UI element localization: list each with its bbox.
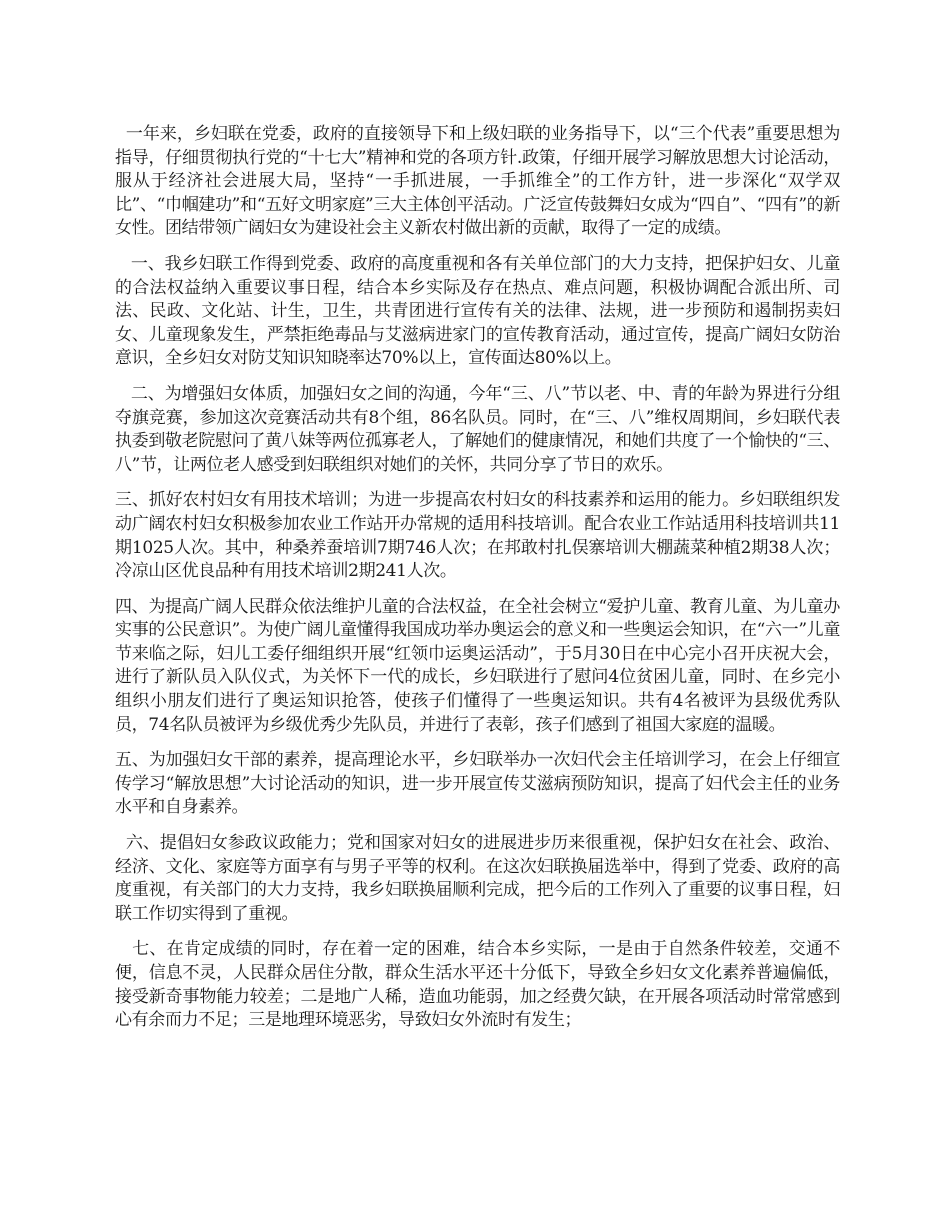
paragraph-section-3: 三、抓好农村妇女有用技术培训；为进一步提高农村妇女的科技素养和运用的能力。乡妇联组织发动广阔农村妇女积极参加农业工作站开办常规的适用科技培训。配合农业工作站适用科技培训共11期1025人次。其中，种桑养蚕培训7期746人次；在邦敢村扎俣寨培训大棚蔬菜种植2期38人次；冷凉山区优良品种有用技术培训2期241人次。 <box>115 490 840 582</box>
paragraph-section-1: 一、我乡妇联工作得到党委、政府的高度重视和各有关单位部门的大力支持，把保护妇女、儿童的合法权益纳入重要议事日程，结合本乡实际及存在热点、难点问题，积极协调配合派出所、司法、民政、文化站、计生，卫生，共青团进行宣传有关的法律、法规，进一步预防和遏制拐卖妇女、儿童现象发生，严禁拒绝毒品与艾滋病进家门的宣传教育活动，通过宣传，提高广阔妇女防治意识，全乡妇女对防艾知识知晓率达70%以上，宣传面达80%以上。 <box>115 253 840 369</box>
paragraph-section-4: 四、为提高广阔人民群众依法维护儿童的合法权益，在全社会树立“爱护儿童、教育儿童、为儿童办实事的公民意识”。为使广阔儿童懂得我国成功举办奥运会的意义和一些奥运会知识，在“六一”儿童节来临之际，妇儿工委仔细组织开展“红领巾运奥运活动”，于5月30日在中心完小召开庆祝大会，进行了新队员入队仪式，为关怀下一代的成长，乡妇联进行了慰问4位贫困儿童，同时、在乡完小组织小朋友们进行了奥运知识抢答，使孩子们懂得了一些奥运知识。共有4名被评为县级优秀队员，74名队员被评为乡级优秀少先队员，并进行了表彰，孩子们感到了祖国大家庭的温暖。 <box>115 596 840 735</box>
paragraph-section-6: 六、提倡妇女参政议政能力；党和国家对妇女的进展进步历来很重视，保护妇女在社会、政治、经济、文化、家庭等方面享有与男子平等的权利。在这次妇联换届选举中，得到了党委、政府的高度重视，有关部门的大力支持，我乡妇联换届顺利完成，把今后的工作列入了重要的议事日程，妇联工作切实得到了重视。 <box>115 833 840 924</box>
document-page <box>115 123 840 1045</box>
paragraph-intro: 一年来，乡妇联在党委，政府的直接领导下和上级妇联的业务指导下，以“三个代表”重要思想为指导，仔细贯彻执行党的“十七大”精神和党的各项方针.政策，仔细开展学习解放思想大讨论活动，服从于经济社会进展大局，坚持“一手抓进展，一手抓维全”的工作方针，进一步深化“双学双比”、“巾帼建功”和“五好文明家庭”三大主体创平活动。广泛宣传鼓舞妇女成为“四自”、“四有”的新女性。团结带领广阔妇女为建设社会主义新农村做出新的贡献，取得了一定的成绩。 <box>115 124 840 239</box>
paragraph-section-7: 七、在肯定成绩的同时，存在着一定的困难，结合本乡实际，一是由于自然条件较差，交通不便，信息不灵，人民群众居住分散，群众生活水平还十分低下，导致全乡妇女文化素养普遍偏低，接受新奇事物能力较差；二是地广人稀，造血功能弱，加之经费欠缺，在开展各项活动时常常感到心有余而力不足；三是地理环境恶劣，导致妇女外流时有发生； <box>115 939 840 1031</box>
paragraph-section-5: 五、为加强妇女干部的素养，提高理论水平，乡妇联举办一次妇代会主任培训学习，在会上仔细宣传学习“解放思想”大讨论活动的知识，进一步开展宣传艾滋病预防知识，提高了妇代会主任的业务水平和自身素养。 <box>115 750 840 818</box>
paragraph-section-2: 二、为增强妇女体质，加强妇女之间的沟通，今年“三、八”节以老、中、青的年龄为界进行分组夺旗竞赛，参加这次竞赛活动共有8个组，86名队员。同时，在“三、八”维权周期间，乡妇联代表执委到敬老院慰问了黄八妹等两位孤寡老人，了解她们的健康情况，和她们共度了一个愉快的“三、八”节，让两位老人感受到妇联组织对她们的关怀，共同分享了节日的欢乐。 <box>115 383 840 475</box>
